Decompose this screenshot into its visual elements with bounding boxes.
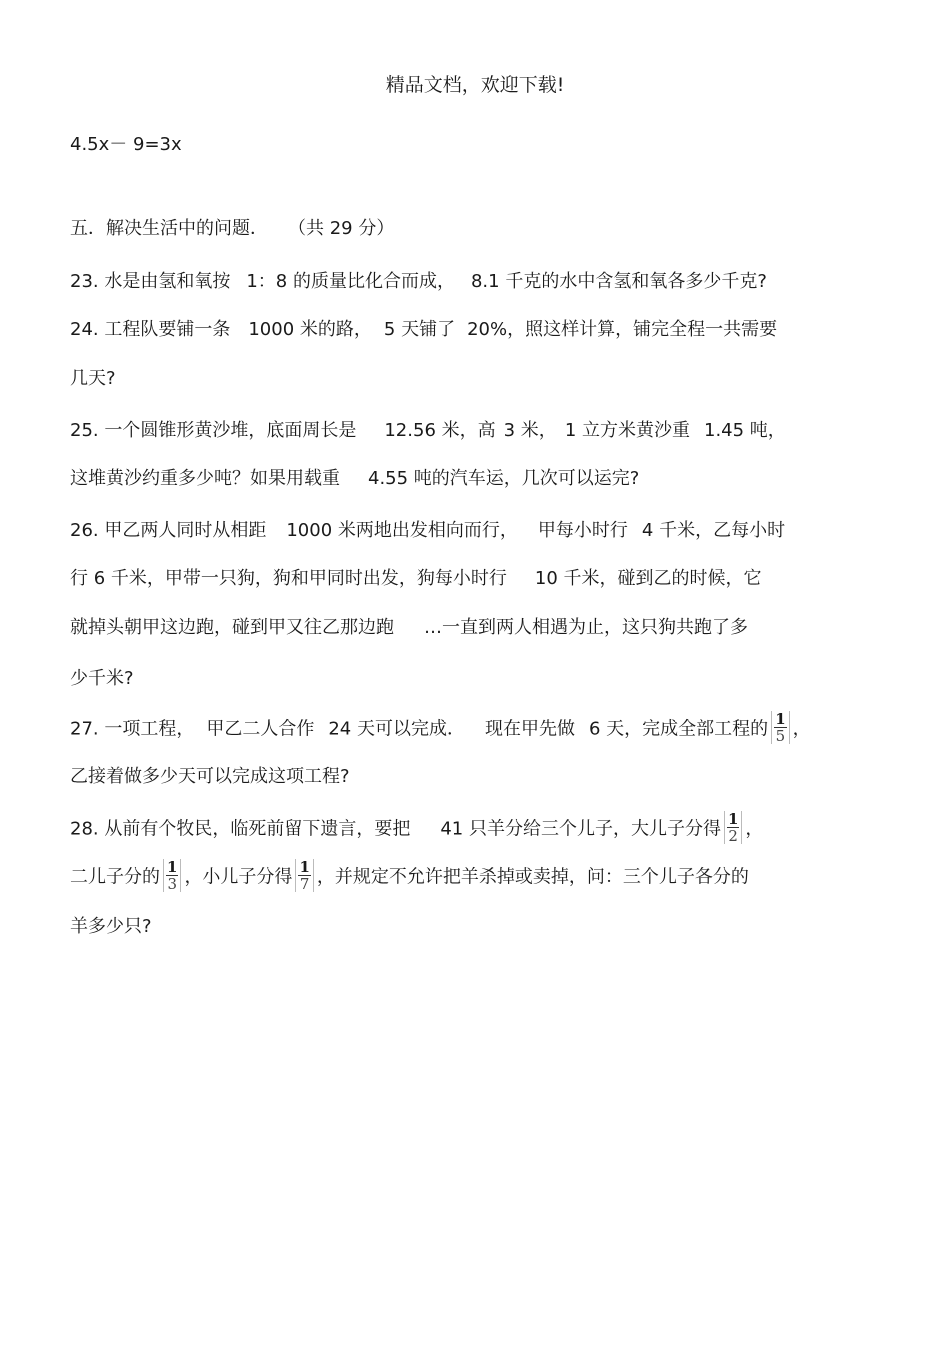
q27-part-2: 甲乙二人合作 <box>206 718 315 740</box>
question-26-line-1 <box>70 518 785 544</box>
question-26-line-3 <box>70 615 748 641</box>
fraction-one-half <box>724 811 742 844</box>
question-27-line-1 <box>70 710 811 746</box>
section-title-text: 五．解决生活中的问题． <box>70 218 268 239</box>
fraction-one-seventh <box>295 859 313 892</box>
question-24-line-1 <box>70 317 777 343</box>
question-26-line-4: 少千米? <box>70 668 134 689</box>
question-27-line-2: 乙接着做多少天可以完成这项工程? <box>70 766 350 787</box>
q27-part-3: 24 天可以完成． <box>328 718 465 740</box>
q23-part-2: 1：8 的质量比化合而成， <box>246 271 455 292</box>
q28-line2-part-1: 二儿子分的 <box>70 866 160 888</box>
q28-line2-part-2: ，小儿子分得 <box>184 866 293 888</box>
q24-part-4: 20%，照这样计算，铺完全程一共需要 <box>467 319 778 340</box>
section-title <box>70 216 394 242</box>
fraction-numerator: 1 <box>167 858 178 876</box>
q26-line2-part-2: 10 千米，碰到乙的时候，它 <box>534 568 762 589</box>
q24-part-1: 24. 工程队要铺一条 <box>70 319 231 340</box>
q25-part-2: 12.56 米，高 <box>384 420 496 441</box>
q24-part-2: 1000 米的路， <box>248 319 372 340</box>
question-28-line-1 <box>70 810 764 846</box>
fraction-numerator: 1 <box>775 710 786 728</box>
q28-line2-part-3: ，并规定不允许把羊杀掉或卖掉，问：三个儿子各分的 <box>316 866 749 888</box>
q25-line2-part-1: 这堆黄沙约重多少吨？如果用载重 <box>70 468 340 489</box>
q26-part-2: 1000 米两地出发相向而行， <box>286 520 518 541</box>
q27-part-4: 现在甲先做 <box>485 718 575 740</box>
equation: 4.5x－ 9=3x <box>70 134 182 155</box>
q26-line3-part-2: …一直到两人相遇为止，这只狗共跑了多 <box>424 617 748 638</box>
q25-line2-part-2: 4.55 吨的汽车运，几次可以运完? <box>368 468 640 489</box>
q26-part-4: 4 千米，乙每小时 <box>641 520 786 541</box>
q28-comma: ， <box>745 818 764 840</box>
q26-line3-part-1: 就掉头朝甲这边跑，碰到甲又往乙那边跑 <box>70 617 394 638</box>
question-23 <box>70 269 767 295</box>
section-points: （共 29 分） <box>288 218 395 239</box>
fraction-numerator: 1 <box>727 810 739 828</box>
question-25-line-2 <box>70 466 639 492</box>
fraction-one-third <box>163 859 181 892</box>
question-28-line-2 <box>70 858 749 894</box>
fraction-denominator: 5 <box>775 727 786 745</box>
q26-part-1: 26. 甲乙两人同时从相距 <box>70 520 267 541</box>
question-25-line-1 <box>70 418 786 444</box>
q27-part-1: 27. 一项工程， <box>70 718 195 740</box>
page-header: 精品文档，欢迎下载! <box>385 74 565 96</box>
fraction-one-fifth <box>771 711 789 744</box>
q25-part-3: 3 米， <box>503 420 557 441</box>
q27-part-5: 6 天，完成全部工程的 <box>589 718 769 740</box>
q26-part-3: 甲每小时行 <box>537 520 628 541</box>
q25-part-5: 1.45 吨， <box>704 420 786 441</box>
q23-part-1: 23. 水是由氢和氧按 <box>70 271 231 292</box>
fraction-denominator: 2 <box>728 827 738 845</box>
q23-part-3: 8.1 千克的水中含氢和氧各多少千克? <box>470 271 767 292</box>
q28-part-2: 41 只羊分给三个儿子，大儿子分得 <box>440 818 721 840</box>
question-24-line-2: 几天? <box>70 368 116 389</box>
question-26-line-2 <box>70 566 762 592</box>
q28-part-1: 28. 从前有个牧民，临死前留下遗言，要把 <box>70 818 411 840</box>
q27-comma: ， <box>792 718 811 740</box>
q25-part-4: 1 立方米黄沙重 <box>564 420 690 441</box>
fraction-denominator: 3 <box>167 875 177 893</box>
q24-part-3: 5 天铺了 <box>383 319 456 340</box>
q26-line2-part-1: 行 6 千米，甲带一只狗，狗和甲同时出发，狗每小时行 <box>70 568 507 589</box>
q25-part-1: 25. 一个圆锥形黄沙堆，底面周长是 <box>70 420 357 441</box>
fraction-denominator: 7 <box>299 875 310 893</box>
question-28-line-3: 羊多少只? <box>70 916 152 937</box>
fraction-numerator: 1 <box>299 858 310 876</box>
